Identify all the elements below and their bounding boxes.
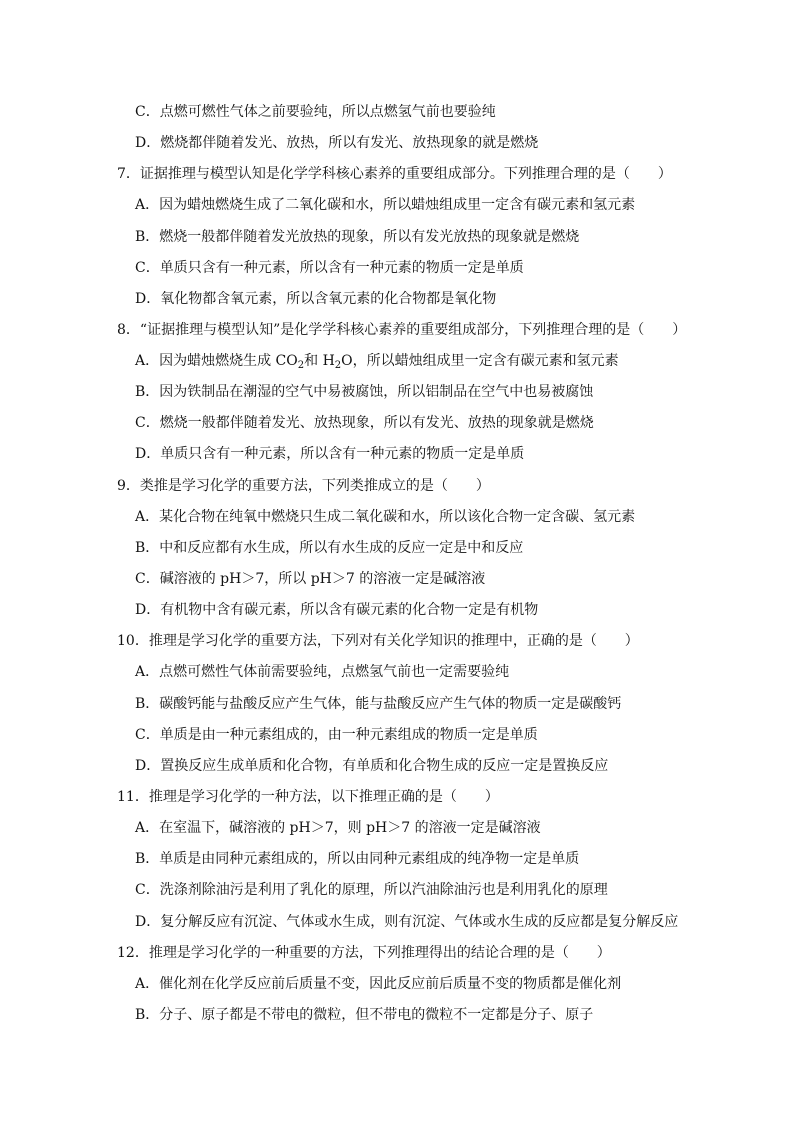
- question-stem: 8．“证据推理与模型认知”是化学学科核心素养的重要组成部分，下列推理合理的是（ ）: [117, 322, 687, 338]
- subscript: 2: [334, 360, 342, 371]
- question-stem: 9．类推是学习化学的重要方法，下列类推成立的是（ ）: [117, 478, 490, 494]
- subscript: 2: [297, 360, 305, 371]
- option-line: B．碳酸钙能与盐酸反应产生气体，能与盐酸反应产生气体的物质一定是碳酸钙: [135, 696, 622, 712]
- option-line: A．催化剂在化学反应前后质量不变，因此反应前后质量不变的物质都是催化剂: [135, 976, 622, 992]
- option-line: D．置换反应生成单质和化合物，有单质和化合物生成的反应一定是置换反应: [135, 758, 609, 774]
- option-line: A．点燃可燃性气体前需要验纯，点燃氢气前也一定需要验纯: [135, 664, 510, 680]
- formula-text: A．因为蜡烛燃烧生成 CO: [135, 353, 298, 369]
- option-line: D．复分解反应有沉淀、气体或水生成，则有沉淀、气体或水生成的反应都是复分解反应: [135, 914, 679, 930]
- option-line: C．碱溶液的 pH＞7，所以 pH＞7 的溶液一定是碱溶液: [135, 571, 486, 587]
- option-line: B．分子、原子都是不带电的微粒，但不带电的微粒不一定都是分子、原子: [135, 1007, 594, 1023]
- option-line: C．单质是由一种元素组成的，由一种元素组成的物质一定是单质: [135, 727, 538, 743]
- option-line: B．因为铁制品在潮湿的空气中易被腐蚀，所以铝制品在空气中也易被腐蚀: [135, 384, 594, 400]
- option-line: A．在室温下，碱溶液的 pH＞7，则 pH＞7 的溶液一定是碱溶液: [135, 820, 541, 836]
- option-line: B．单质是由同种元素组成的，所以由同种元素组成的纯净物一定是单质: [135, 851, 580, 867]
- option-line: D．氧化物都含氧元素，所以含氧元素的化合物都是氧化物: [135, 291, 497, 307]
- option-line: A．因为蜡烛燃烧生成了二氧化碳和水，所以蜡烛组成里一定含有碳元素和氢元素: [135, 197, 636, 213]
- option-line: D．单质只含有一种元素，所以含有一种元素的物质一定是单质: [135, 446, 525, 462]
- option-line: C．燃烧一般都伴随着发光、放热现象，所以有发光、放热的现象就是燃烧: [135, 415, 594, 431]
- question-stem: 7．证据推理与模型认知是化学学科核心素养的重要组成部分。下列推理合理的是（ ）: [117, 166, 672, 182]
- option-line: C．洗涤剂除油污是利用了乳化的原理，所以汽油除油污也是利用乳化的原理: [135, 882, 608, 898]
- option-line: B．燃烧一般都伴随着发光放热的现象，所以有发光放热的现象就是燃烧: [135, 229, 580, 245]
- option-line: C．点燃可燃性气体之前要验纯，所以点燃氢气前也要验纯: [135, 104, 496, 120]
- formula-text: 和 H: [304, 353, 335, 369]
- question-stem: 12．推理是学习化学的一种重要的方法，下列推理得出的结论合理的是（ ）: [117, 945, 611, 961]
- option-line: B．中和反应都有水生成，所以有水生成的反应一定是中和反应: [135, 540, 524, 556]
- formula-text: O，所以蜡烛组成里一定含有碳元素和氢元素: [341, 353, 619, 369]
- option-line: D．燃烧都伴随着发光、放热，所以有发光、放热现象的就是燃烧: [135, 135, 539, 151]
- option-line: D．有机物中含有碳元素，所以含有碳元素的化合物一定是有机物: [135, 602, 539, 618]
- option-line: C．单质只含有一种元素，所以含有一种元素的物质一定是单质: [135, 260, 524, 276]
- option-line-formula: [135, 352, 619, 370]
- option-line: A．某化合物在纯氧中燃烧只生成二氧化碳和水，所以该化合物一定含碳、氢元素: [135, 509, 636, 525]
- question-stem: 11．推理是学习化学的一种方法，以下推理正确的是（ ）: [117, 789, 499, 805]
- question-stem: 10．推理是学习化学的重要方法，下列对有关化学知识的推理中，正确的是（ ）: [117, 633, 639, 649]
